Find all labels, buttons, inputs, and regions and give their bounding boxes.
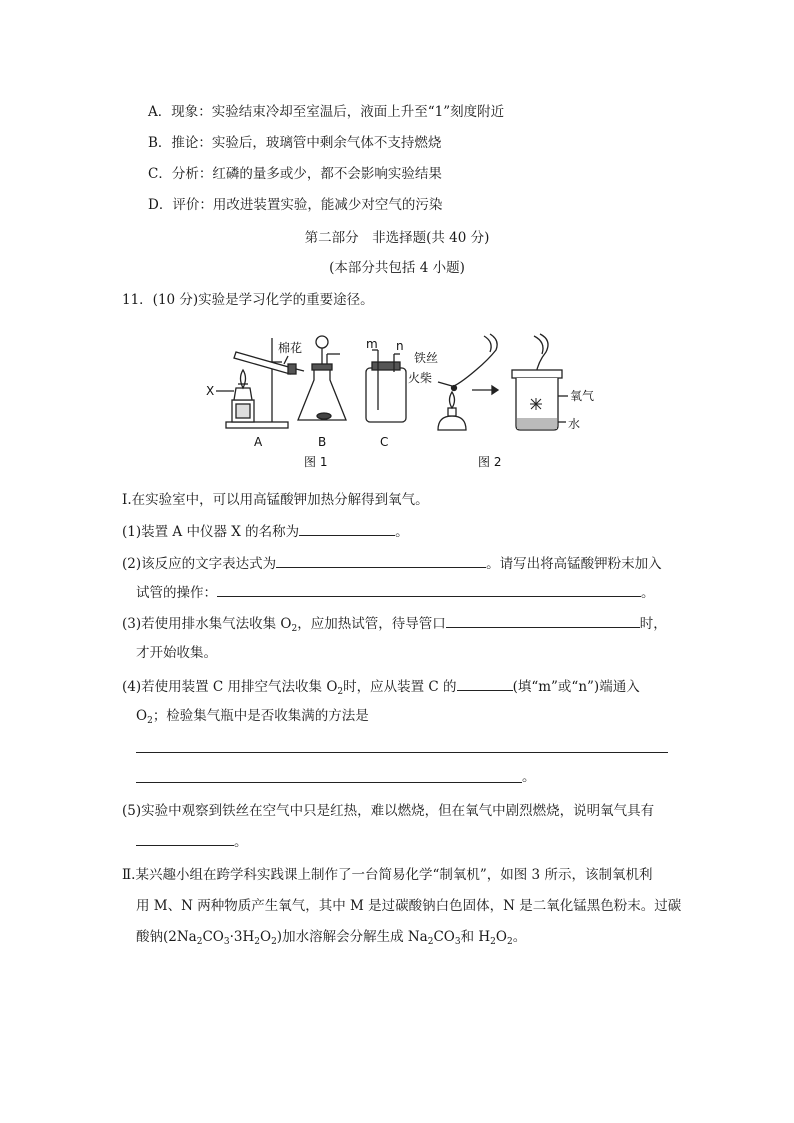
- answer-blank-4c[interactable]: [136, 782, 522, 783]
- arrow-icon: [472, 386, 498, 394]
- fig2-burning: [512, 334, 568, 430]
- q1-period: 。: [395, 524, 409, 540]
- answer-blank-5[interactable]: [136, 831, 234, 846]
- option-b: B．推论：实验后，玻璃管中剩余气体不支持燃烧: [148, 135, 442, 151]
- q3-line-2: 才开始收集。: [136, 645, 217, 661]
- label-a: A: [254, 435, 263, 449]
- part2-line-1: Ⅱ.某兴趣小组在跨学科实践课上制作了一台简易化学“制氧机”，如图 3 所示，该制氧机利: [122, 867, 653, 883]
- apparatus-b: [298, 336, 346, 420]
- answer-blank-1[interactable]: [299, 521, 395, 536]
- part2-s1: 2: [196, 937, 203, 947]
- q1-text: (1)装置 A 中仪器 X 的名称为: [122, 524, 300, 540]
- q2-text-b: 。请写出将高锰酸钾粉末加入: [486, 556, 662, 572]
- option-c: C．分析：红磷的量多或少，都不会影响实验结果: [148, 166, 442, 182]
- q5-line-1: (5)实验中观察到铁丝在空气中只是红热，难以燃烧，但在氧气中剧烈燃烧，说明氧气具有: [122, 803, 655, 819]
- q2-text: (2)该反应的文字表达式为: [122, 556, 277, 572]
- part2-t8: O: [495, 929, 507, 945]
- label-n: n: [396, 339, 404, 353]
- part2-s4: 2: [271, 937, 277, 947]
- q4-sub: 2: [337, 687, 344, 697]
- part2-s5: 2: [427, 937, 434, 947]
- q3-text-b: ，应加热试管，待导管口: [297, 616, 446, 632]
- part2-t9: 。: [512, 929, 527, 945]
- q2-period: 。: [641, 585, 655, 601]
- option-a: A．现象：实验结束冷却至室温后，液面上升至“1”刻度附近: [148, 104, 505, 120]
- caption-fig1: 图 1: [304, 455, 328, 469]
- part2-s7: 2: [490, 937, 496, 947]
- label-b: B: [318, 435, 327, 449]
- q3-sub: 2: [291, 624, 298, 634]
- q5-line-2: [136, 831, 248, 852]
- q2-line-2: [136, 582, 655, 603]
- part2-t3: ·3H: [229, 929, 255, 945]
- label-x: X: [206, 384, 215, 398]
- answer-blank-4a[interactable]: [457, 676, 513, 691]
- q4-line-1: [122, 676, 640, 702]
- q4-text-end: (填“m”或“n”)端通入: [512, 679, 640, 695]
- q1-line: [122, 521, 409, 542]
- q4b-sub: 2: [147, 716, 153, 726]
- q4b-text: O: [136, 708, 148, 724]
- part2-s3: 2: [254, 937, 260, 947]
- part2-s8: 2: [506, 937, 513, 947]
- label-match: 火柴: [408, 371, 433, 385]
- part2-s6: 3: [454, 937, 461, 947]
- q4-text: (4)若使用装置 C 用排空气法收集 O: [122, 679, 338, 695]
- q11-intro: 11．(10 分)实验是学习化学的重要途径。: [122, 292, 374, 308]
- label-oxygen: 氧气: [570, 389, 595, 403]
- label-cotton: 棉花: [278, 341, 303, 355]
- label-water: 水: [568, 417, 581, 431]
- q5-period: 。: [234, 834, 248, 850]
- part2-t6: CO: [433, 929, 455, 945]
- answer-blank-2b[interactable]: [217, 582, 641, 597]
- answer-blank-3[interactable]: [446, 613, 640, 628]
- part2-s2: 3: [223, 937, 230, 947]
- apparatus-figure: [200, 330, 620, 480]
- section-subtitle: (本部分共包括 4 小题): [329, 260, 465, 276]
- option-d: D．评价：用改进装置实验，能减少对空气的污染: [148, 197, 443, 213]
- caption-fig2: 图 2: [478, 455, 502, 469]
- q2-line-1: [122, 553, 662, 574]
- apparatus-c: [366, 350, 406, 422]
- part2-t5: )加水溶解会分解生成 Na: [276, 929, 428, 945]
- q4-line-2: [136, 706, 369, 731]
- part2-t4: O: [259, 929, 272, 945]
- label-iron-wire: 铁丝: [414, 351, 439, 365]
- part2-line-3: [136, 927, 526, 952]
- answer-blank-4b[interactable]: [136, 752, 668, 753]
- apparatus-svg: [200, 330, 620, 480]
- fig2-lighting: [438, 334, 497, 430]
- q3-text-end: 时，: [639, 616, 667, 632]
- q3-line-1: [122, 613, 667, 639]
- part1-intro: Ⅰ.在实验室中，可以用高锰酸钾加热分解得到氧气。: [122, 492, 429, 508]
- part2-t1: 酸钠(2Na: [136, 929, 197, 945]
- q2-text-c: 试管的操作：: [136, 585, 217, 601]
- part2-t7: 和 H: [460, 929, 491, 945]
- part2-t2: CO: [202, 929, 224, 945]
- section-title: 第二部分 非选择题(共 40 分): [304, 230, 490, 246]
- q3-text: (3)若使用排水集气法收集 O: [122, 616, 292, 632]
- q4-text-mid: 时，应从装置 C 的: [343, 679, 457, 695]
- q4b-text-post: ；检验集气瓶中是否收集满的方法是: [152, 708, 369, 724]
- label-c: C: [380, 435, 389, 449]
- answer-blank-2a[interactable]: [276, 553, 486, 568]
- label-m: m: [366, 337, 378, 351]
- q4-period: 。: [522, 769, 536, 785]
- part2-line-2: 用 M、N 两种物质产生氧气，其中 M 是过碳酸钠白色固体，N 是二氧化锰黑色粉末。过碳: [136, 898, 682, 914]
